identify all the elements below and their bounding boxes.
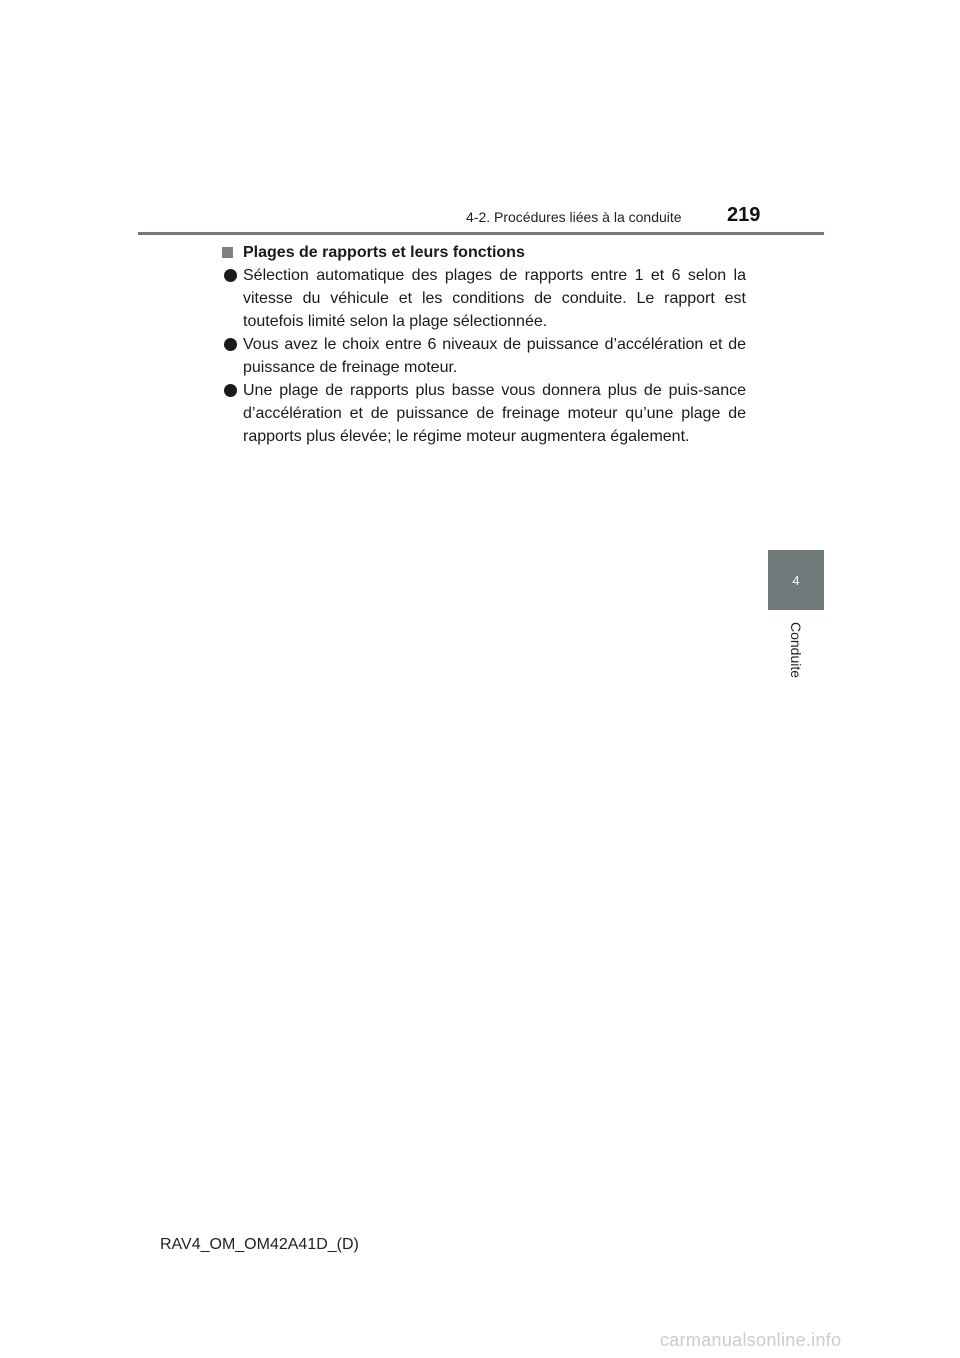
chapter-label-container	[768, 610, 824, 690]
list-item	[224, 379, 746, 448]
section-heading	[224, 241, 746, 264]
round-bullet-icon	[224, 338, 237, 351]
chapter-number: 4	[792, 572, 800, 588]
list-item-text: Sélection automatique des plages de rapports entre 1 et 6 selon la vitesse du véhicule et les conditions de conduite. Le rapport est toutefois limité selon la plage sélectionnée.	[243, 267, 746, 330]
list-item-text: Une plage de rapports plus basse vous donnera plus de puis-sance d’accélération et de puissance de freinage moteur qu’une plage de rapports plus élevée; le régime moteur augmentera également.	[243, 382, 746, 445]
list-item-text: Vous avez le choix entre 6 niveaux de puissance d’accélération et de puissance de freinage moteur.	[243, 336, 746, 376]
list-item	[224, 264, 746, 333]
round-bullet-icon	[224, 384, 237, 397]
footer-doc-id: RAV4_OM_OM42A41D_(D)	[160, 1236, 359, 1253]
bullet-list	[224, 264, 746, 448]
watermark: carmanualsonline.info	[660, 1330, 842, 1350]
header-section-title: 4-2. Procédures liées à la conduite	[466, 209, 682, 225]
list-item	[224, 333, 746, 379]
square-bullet-icon	[222, 247, 233, 258]
page-number: 219	[727, 204, 761, 226]
round-bullet-icon	[224, 269, 237, 282]
section-heading-text: Plages de rapports et leurs fonctions	[243, 244, 525, 261]
header-rule	[138, 232, 824, 235]
chapter-label: Conduite	[788, 621, 804, 679]
content-block	[224, 241, 746, 448]
chapter-tab	[768, 550, 824, 610]
